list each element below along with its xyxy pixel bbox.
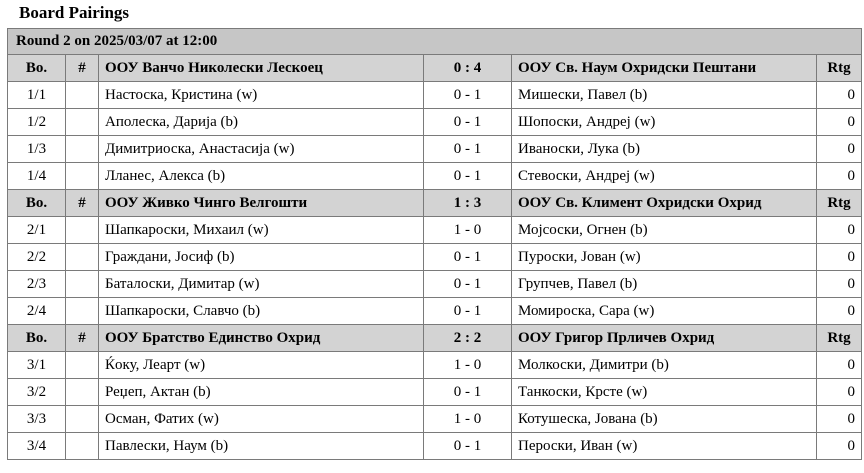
team-white-name: ООУ Ванчо Николески Лескоец	[99, 55, 424, 82]
player-number	[66, 136, 99, 163]
board-number: 1/1	[8, 82, 66, 109]
black-player: Пероски, Иван (w)	[512, 433, 817, 460]
black-player: Момироска, Сара (w)	[512, 298, 817, 325]
white-player: Аполеска, Дарија (b)	[99, 109, 424, 136]
column-header-board: Bo.	[8, 190, 66, 217]
team-match-score: 0 : 4	[424, 55, 512, 82]
game-result: 1 - 0	[424, 406, 512, 433]
team-match-score: 2 : 2	[424, 325, 512, 352]
board-number: 3/4	[8, 433, 66, 460]
team-match-header-row	[8, 325, 862, 352]
board-pairing-row	[8, 406, 862, 433]
player-rating: 0	[817, 217, 862, 244]
black-player: Групчев, Павел (b)	[512, 271, 817, 298]
white-player: Граждани, Јосиф (b)	[99, 244, 424, 271]
white-player: Баталоски, Димитар (w)	[99, 271, 424, 298]
round-label: Round 2 on 2025/03/07 at 12:00	[8, 29, 862, 55]
player-rating: 0	[817, 163, 862, 190]
player-number	[66, 217, 99, 244]
player-number	[66, 352, 99, 379]
player-rating: 0	[817, 352, 862, 379]
white-player: Шапкароски, Михаил (w)	[99, 217, 424, 244]
board-pairing-row	[8, 217, 862, 244]
white-player: Осман, Фатих (w)	[99, 406, 424, 433]
board-pairing-row	[8, 352, 862, 379]
pairings-table	[7, 28, 862, 460]
player-rating: 0	[817, 109, 862, 136]
player-rating: 0	[817, 298, 862, 325]
board-number: 3/3	[8, 406, 66, 433]
column-header-board: Bo.	[8, 325, 66, 352]
white-player: Шапкароски, Славчо (b)	[99, 298, 424, 325]
game-result: 0 - 1	[424, 163, 512, 190]
black-player: Шопоски, Андреј (w)	[512, 109, 817, 136]
board-pairing-row	[8, 109, 862, 136]
black-player: Танкоски, Крсте (w)	[512, 379, 817, 406]
player-number	[66, 406, 99, 433]
black-player: Мишески, Павел (b)	[512, 82, 817, 109]
team-black-name: ООУ Св. Наум Охридски Пештани	[512, 55, 817, 82]
game-result: 0 - 1	[424, 379, 512, 406]
board-number: 1/3	[8, 136, 66, 163]
board-number: 2/1	[8, 217, 66, 244]
team-match-header-row	[8, 55, 862, 82]
black-player: Стевоски, Андреј (w)	[512, 163, 817, 190]
player-rating: 0	[817, 244, 862, 271]
game-result: 1 - 0	[424, 217, 512, 244]
board-pairing-row	[8, 163, 862, 190]
white-player: Ќоку, Леарт (w)	[99, 352, 424, 379]
board-pairing-row	[8, 244, 862, 271]
column-header-board: Bo.	[8, 55, 66, 82]
game-result: 0 - 1	[424, 244, 512, 271]
player-number	[66, 379, 99, 406]
player-rating: 0	[817, 82, 862, 109]
team-black-name: ООУ Григор Прличев Охрид	[512, 325, 817, 352]
team-match-header-row	[8, 190, 862, 217]
white-player: Настоска, Кристина (w)	[99, 82, 424, 109]
round-header-row	[8, 29, 862, 55]
white-player: Реџеп, Актан (b)	[99, 379, 424, 406]
board-number: 2/2	[8, 244, 66, 271]
team-match-score: 1 : 3	[424, 190, 512, 217]
white-player: Димитриоска, Анастасија (w)	[99, 136, 424, 163]
column-header-rating: Rtg	[817, 190, 862, 217]
page-title: Board Pairings	[19, 3, 130, 22]
player-number	[66, 82, 99, 109]
game-result: 0 - 1	[424, 136, 512, 163]
player-number	[66, 109, 99, 136]
board-number: 1/4	[8, 163, 66, 190]
black-player: Молкоски, Димитри (b)	[512, 352, 817, 379]
game-result: 0 - 1	[424, 433, 512, 460]
player-rating: 0	[817, 379, 862, 406]
board-pairing-row	[8, 136, 862, 163]
player-number	[66, 163, 99, 190]
column-header-rating: Rtg	[817, 55, 862, 82]
game-result: 0 - 1	[424, 109, 512, 136]
board-pairing-row	[8, 271, 862, 298]
board-pairing-row	[8, 379, 862, 406]
player-number	[66, 271, 99, 298]
column-header-rating: Rtg	[817, 325, 862, 352]
team-white-name: ООУ Братство Единство Охрид	[99, 325, 424, 352]
board-number: 2/4	[8, 298, 66, 325]
black-player: Пуроски, Јован (w)	[512, 244, 817, 271]
board-number: 1/2	[8, 109, 66, 136]
white-player: Лланес, Алекса (b)	[99, 163, 424, 190]
player-rating: 0	[817, 136, 862, 163]
black-player: Иваноски, Лука (b)	[512, 136, 817, 163]
game-result: 0 - 1	[424, 82, 512, 109]
player-rating: 0	[817, 433, 862, 460]
column-header-number: #	[66, 55, 99, 82]
player-number	[66, 298, 99, 325]
white-player: Павлески, Наум (b)	[99, 433, 424, 460]
game-result: 0 - 1	[424, 271, 512, 298]
board-number: 2/3	[8, 271, 66, 298]
game-result: 1 - 0	[424, 352, 512, 379]
board-pairing-row	[8, 433, 862, 460]
player-rating: 0	[817, 406, 862, 433]
board-pairing-row	[8, 82, 862, 109]
player-number	[66, 433, 99, 460]
team-white-name: ООУ Живко Чинго Велгошти	[99, 190, 424, 217]
player-rating: 0	[817, 271, 862, 298]
column-header-number: #	[66, 325, 99, 352]
column-header-number: #	[66, 190, 99, 217]
board-pairing-row	[8, 298, 862, 325]
team-black-name: ООУ Св. Климент Охридски Охрид	[512, 190, 817, 217]
black-player: Котушеска, Јована (b)	[512, 406, 817, 433]
game-result: 0 - 1	[424, 298, 512, 325]
board-number: 3/2	[8, 379, 66, 406]
black-player: Мојсоски, Огнен (b)	[512, 217, 817, 244]
board-number: 3/1	[8, 352, 66, 379]
player-number	[66, 244, 99, 271]
